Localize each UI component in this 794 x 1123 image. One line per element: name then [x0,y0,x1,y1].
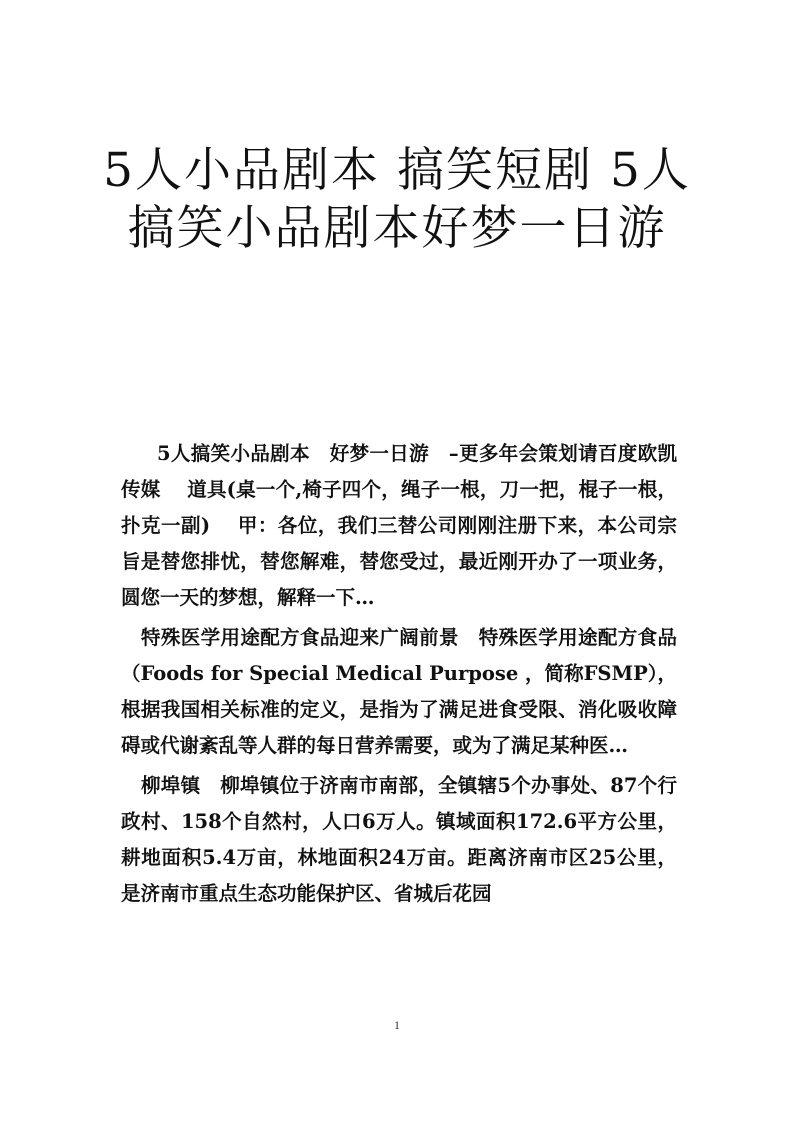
document-body [121,436,677,916]
paragraph-fsmp: 特殊医学用途配方食品迎来广阔前景 特殊医学用途配方食品（Foods for Special Medical Purpose ，简称FSMP），根据我国相关标准的定义，是指为了满足进食受限、消化吸收障碍或代谢紊乱等人群的每日营养需要，或为了满足某种医… [121,626,677,757]
paragraph-script-intro: 5人搞笑小品剧本 好梦一日游 –更多年会策划请百度欧凯传媒 道具(桌一个,椅子四个，绳子一根，刀一把，棍子一根，扑克一副) 甲：各位，我们三替公司刚刚注册下来，本公司宗旨是替您排忧，替您解难，替您受过，最近刚开办了一项业务，圆您一天的梦想，解释一下… [121,442,677,609]
paragraph-liubu-town: 柳埠镇 柳埠镇位于济南市南部，全镇辖5个办事处、87个行政村、158个自然村，人口6万人。镇域面积172.6平方公里，耕地面积5.4万亩，林地面积24万亩。距离济南市区25公里，是济南市重点生态功能保护区、省城后花园 [121,774,677,905]
document-title: 5人小品剧本 搞笑短剧 5人搞笑小品剧本好梦一日游 [103,143,691,256]
page-number: 1 [394,1018,400,1032]
